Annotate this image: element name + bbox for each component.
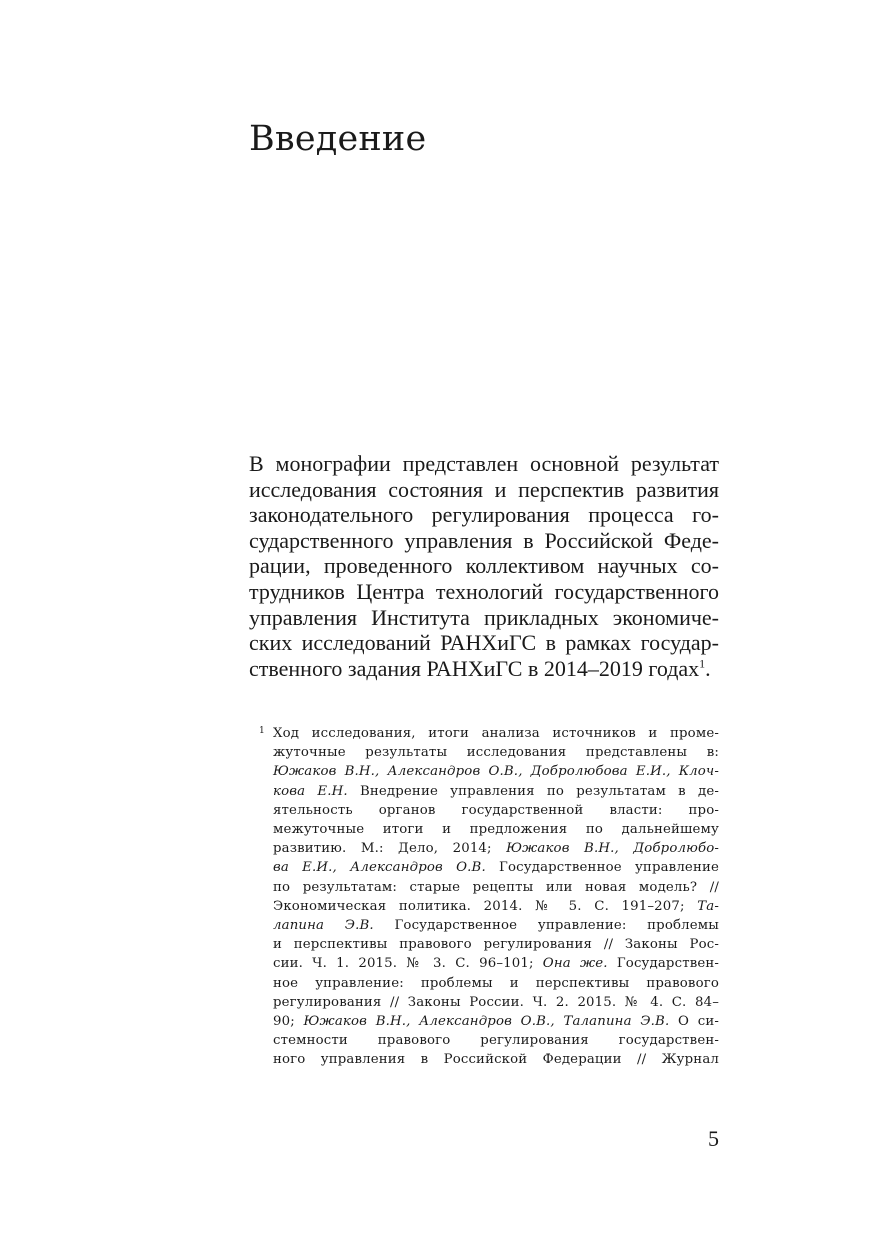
footnote-line [273, 916, 719, 935]
footnote-author-run: лапина Э.В. [273, 918, 374, 934]
footnote-text-run: и перспективы правового регулирования // Законы Рос- [273, 937, 719, 953]
footnote-text-run: Внедрение управления по результатам в де- [347, 783, 719, 799]
footnote-text-run: ного управления в Российской Федерации // Журнал [273, 1052, 719, 1068]
footnote-author-run: Она же. [542, 956, 608, 972]
footnote-line [273, 762, 719, 781]
footnote-text-run: Государственное управление: проблемы [373, 918, 719, 934]
footnote-line [273, 1012, 719, 1031]
paragraph-end-punct: . [705, 655, 711, 681]
intro-paragraph [249, 451, 719, 681]
footnote-mark: 1 [259, 726, 265, 736]
footnote-line [273, 820, 719, 839]
footnote-author-run: Та- [697, 898, 719, 914]
footnote-line [273, 858, 719, 877]
footnote-line [273, 1050, 719, 1069]
footnote-line [273, 724, 719, 743]
paragraph-line: управления Института прикладных экономиче- [249, 604, 719, 630]
paragraph-last-line [249, 656, 719, 682]
paragraph-line: В монографии представлен основной результат [249, 451, 719, 476]
footnote-text-run: О си- [669, 1014, 720, 1030]
footnote-line [273, 743, 719, 762]
footnote-line [273, 878, 719, 897]
footnote-text-run: Ход исследования, итоги анализа источников и проме- [273, 726, 719, 741]
paragraph-line: законодательного регулирования процесса го- [249, 502, 719, 528]
footnote-author-run: Южаков В.Н., Александров О.В., Талапина Э.В. [303, 1014, 670, 1030]
footnote-line [273, 993, 719, 1012]
footnote-text-run: 90; [273, 1014, 304, 1030]
footnote-text-run: Государствен- [607, 956, 720, 972]
paragraph-line: сударственного управления в Российской Феде- [249, 527, 719, 553]
footnote-text-run: стемности правового регулирования государствен- [273, 1033, 719, 1049]
footnote-author-run: Южаков В.Н., Добролюбо- [506, 841, 720, 857]
footnote-text-run: Экономическая политика. 2014. № 5. С. 191–207; [273, 898, 698, 914]
footnote-line [273, 897, 719, 916]
footnote-text-run: развитию. М.: Дело, 2014; [273, 841, 507, 857]
paragraph-line: рации, проведенного коллективом научных со- [249, 553, 719, 579]
footnote-line [273, 1031, 719, 1050]
paragraph-line: трудников Центра технологий государственного [249, 578, 719, 604]
footnote [259, 724, 719, 1070]
footnote-text-run: межуточные итоги и предложения по дальнейшему [273, 822, 719, 838]
footnote-text-run: ятельность органов государственной власти: про- [273, 802, 719, 818]
footnote-text-run: регулирования // Законы России. Ч. 2. 2015. № 4. С. 84– [273, 994, 719, 1010]
footnote-text-run: жуточные результаты исследования представлены в: [273, 745, 719, 761]
footnote-text-run: сии. Ч. 1. 2015. № 3. С. 96–101; [273, 956, 543, 972]
footnote-text-run: ное управление: проблемы и перспективы правового [273, 975, 719, 991]
paragraph-last-text: ственного задания РАНХиГС в 2014–2019 годах [249, 655, 700, 681]
paragraph-line: исследования состояния и перспектив развития [249, 476, 719, 502]
chapter-title: Введение [249, 119, 427, 159]
footnote-text-run: по результатам: старые рецепты или новая модель? // [273, 879, 719, 895]
page-number: 5 [708, 1126, 719, 1151]
footnote-line [273, 782, 719, 801]
footnote-reference[interactable]: 1 [699, 656, 706, 671]
paragraph-line: ских исследований РАНХиГС в рамках государ- [249, 630, 719, 656]
footnote-text-run: Государственное управление [485, 860, 719, 876]
footnote-line [273, 839, 719, 858]
footnote-author-run: кова Е.Н. [273, 783, 348, 799]
footnote-author-run: ва Е.И., Александров О.В. [273, 860, 486, 876]
footnote-line [273, 974, 719, 993]
footnote-line [273, 954, 719, 973]
footnote-line [273, 801, 719, 820]
footnote-text [273, 724, 719, 1070]
footnote-author-run: Южаков В.Н., Александров О.В., Добролюбова Е.И., Клоч- [273, 764, 719, 780]
footnote-line [273, 935, 719, 954]
